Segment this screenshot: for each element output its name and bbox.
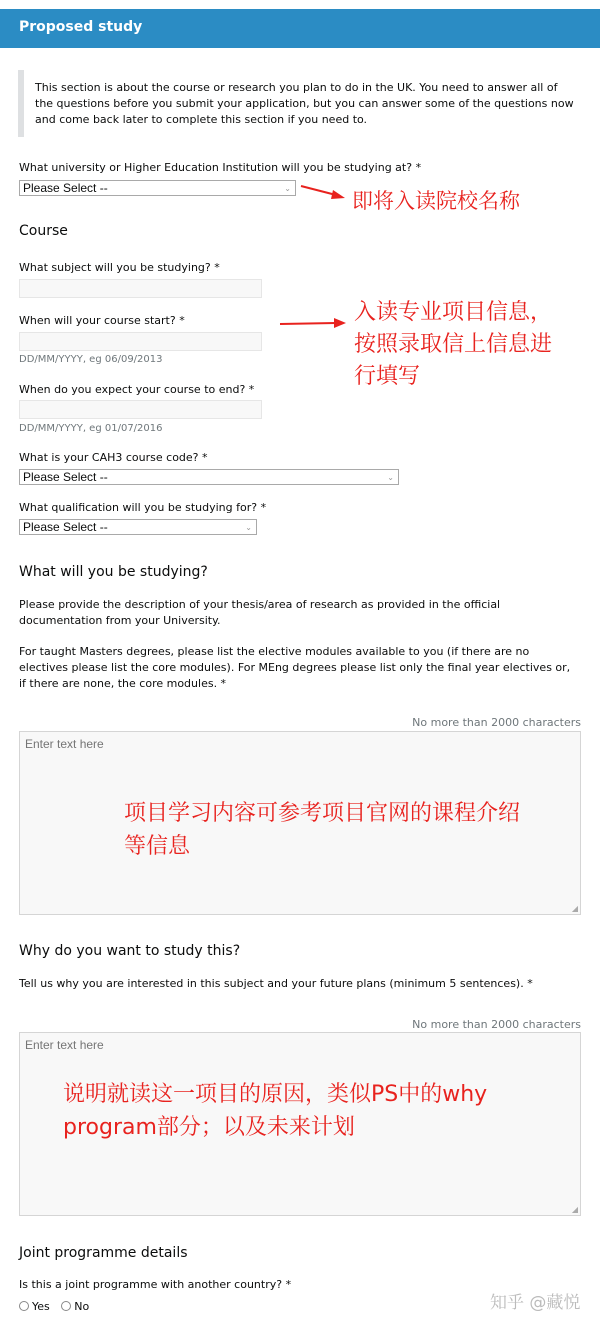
chevron-down-icon: ⌄ <box>245 523 252 532</box>
end-label: When do you expect your course to end? * <box>19 383 255 396</box>
annotation-university: 即将入读院校名称 <box>352 189 520 213</box>
joint-label: Is this a joint programme with another country? * <box>19 1278 292 1291</box>
why-char-counter: No more than 2000 characters <box>412 1018 581 1031</box>
start-hint: DD/MM/YYYY, eg 06/09/2013 <box>19 354 163 365</box>
studying-para2: For taught Masters degrees, please list the elective modules available to you (if there are no electives please list the core modules). For MEng degrees please list only the final year electives or, if there are none, the core modules. * <box>19 645 571 690</box>
end-hint: DD/MM/YYYY, eg 01/07/2016 <box>19 423 163 434</box>
radio-yes-label: Yes <box>32 1300 50 1313</box>
course-heading: Course <box>19 223 68 239</box>
why-para: Tell us why you are interested in this subject and your future plans (minimum 5 sentences). * <box>19 977 533 990</box>
qualification-label: What qualification will you be studying for? * <box>19 501 267 514</box>
page-title: Proposed study <box>19 19 143 35</box>
studying-heading: What will you be studying? <box>19 564 208 580</box>
annotation-studying <box>124 797 520 863</box>
annotation-line: 入读专业项目信息， <box>354 300 553 325</box>
start-label: When will your course start? * <box>19 314 185 327</box>
watermark: 知乎 @藏悦 <box>490 1293 581 1313</box>
intro-text: This section is about the course or research you plan to do in the UK. You need to answer all of the questions before you submit your application, but you can answer some of the questions now and come back later to complete this section if you need to. <box>35 81 574 126</box>
annotation-line: 行填写 <box>354 364 421 389</box>
resize-grip-icon[interactable]: ◢ <box>571 1205 578 1214</box>
studying-placeholder: Enter text here <box>25 737 104 751</box>
annotation-line: 说明就读这一项目的原因，类似PS中的why <box>63 1082 488 1107</box>
university-select-value: Please Select -- <box>23 181 108 195</box>
chevron-down-icon: ⌄ <box>387 473 394 482</box>
radio-no-label: No <box>74 1300 90 1313</box>
arrow-icon <box>301 186 345 199</box>
annotation-course <box>354 297 552 393</box>
annotation-line: 项目学习内容可参考项目官网的课程介绍 <box>124 801 521 826</box>
cah3-select-value: Please Select -- <box>23 470 108 484</box>
annotation-why <box>63 1078 487 1144</box>
resize-grip-icon[interactable]: ◢ <box>571 904 578 913</box>
university-label: What university or Higher Education Institution will you be studying at? * <box>19 161 422 174</box>
annotation-line: 按照录取信上信息进 <box>354 332 553 357</box>
annotation-line: program部分；以及未来计划 <box>63 1115 355 1140</box>
arrow-icon <box>280 318 346 328</box>
subject-label: What subject will you be studying? * <box>19 261 220 274</box>
why-placeholder: Enter text here <box>25 1038 104 1052</box>
joint-heading: Joint programme details <box>19 1245 188 1261</box>
cah3-label: What is your CAH3 course code? * <box>19 451 208 464</box>
studying-para1: Please provide the description of your thesis/area of research as provided in the official documentation from your University. <box>19 598 501 627</box>
chevron-down-icon: ⌄ <box>284 184 291 193</box>
why-heading: Why do you want to study this? <box>19 943 241 959</box>
studying-char-counter: No more than 2000 characters <box>412 716 581 729</box>
annotation-line: 等信息 <box>124 834 191 859</box>
qualification-select-value: Please Select -- <box>23 520 108 534</box>
